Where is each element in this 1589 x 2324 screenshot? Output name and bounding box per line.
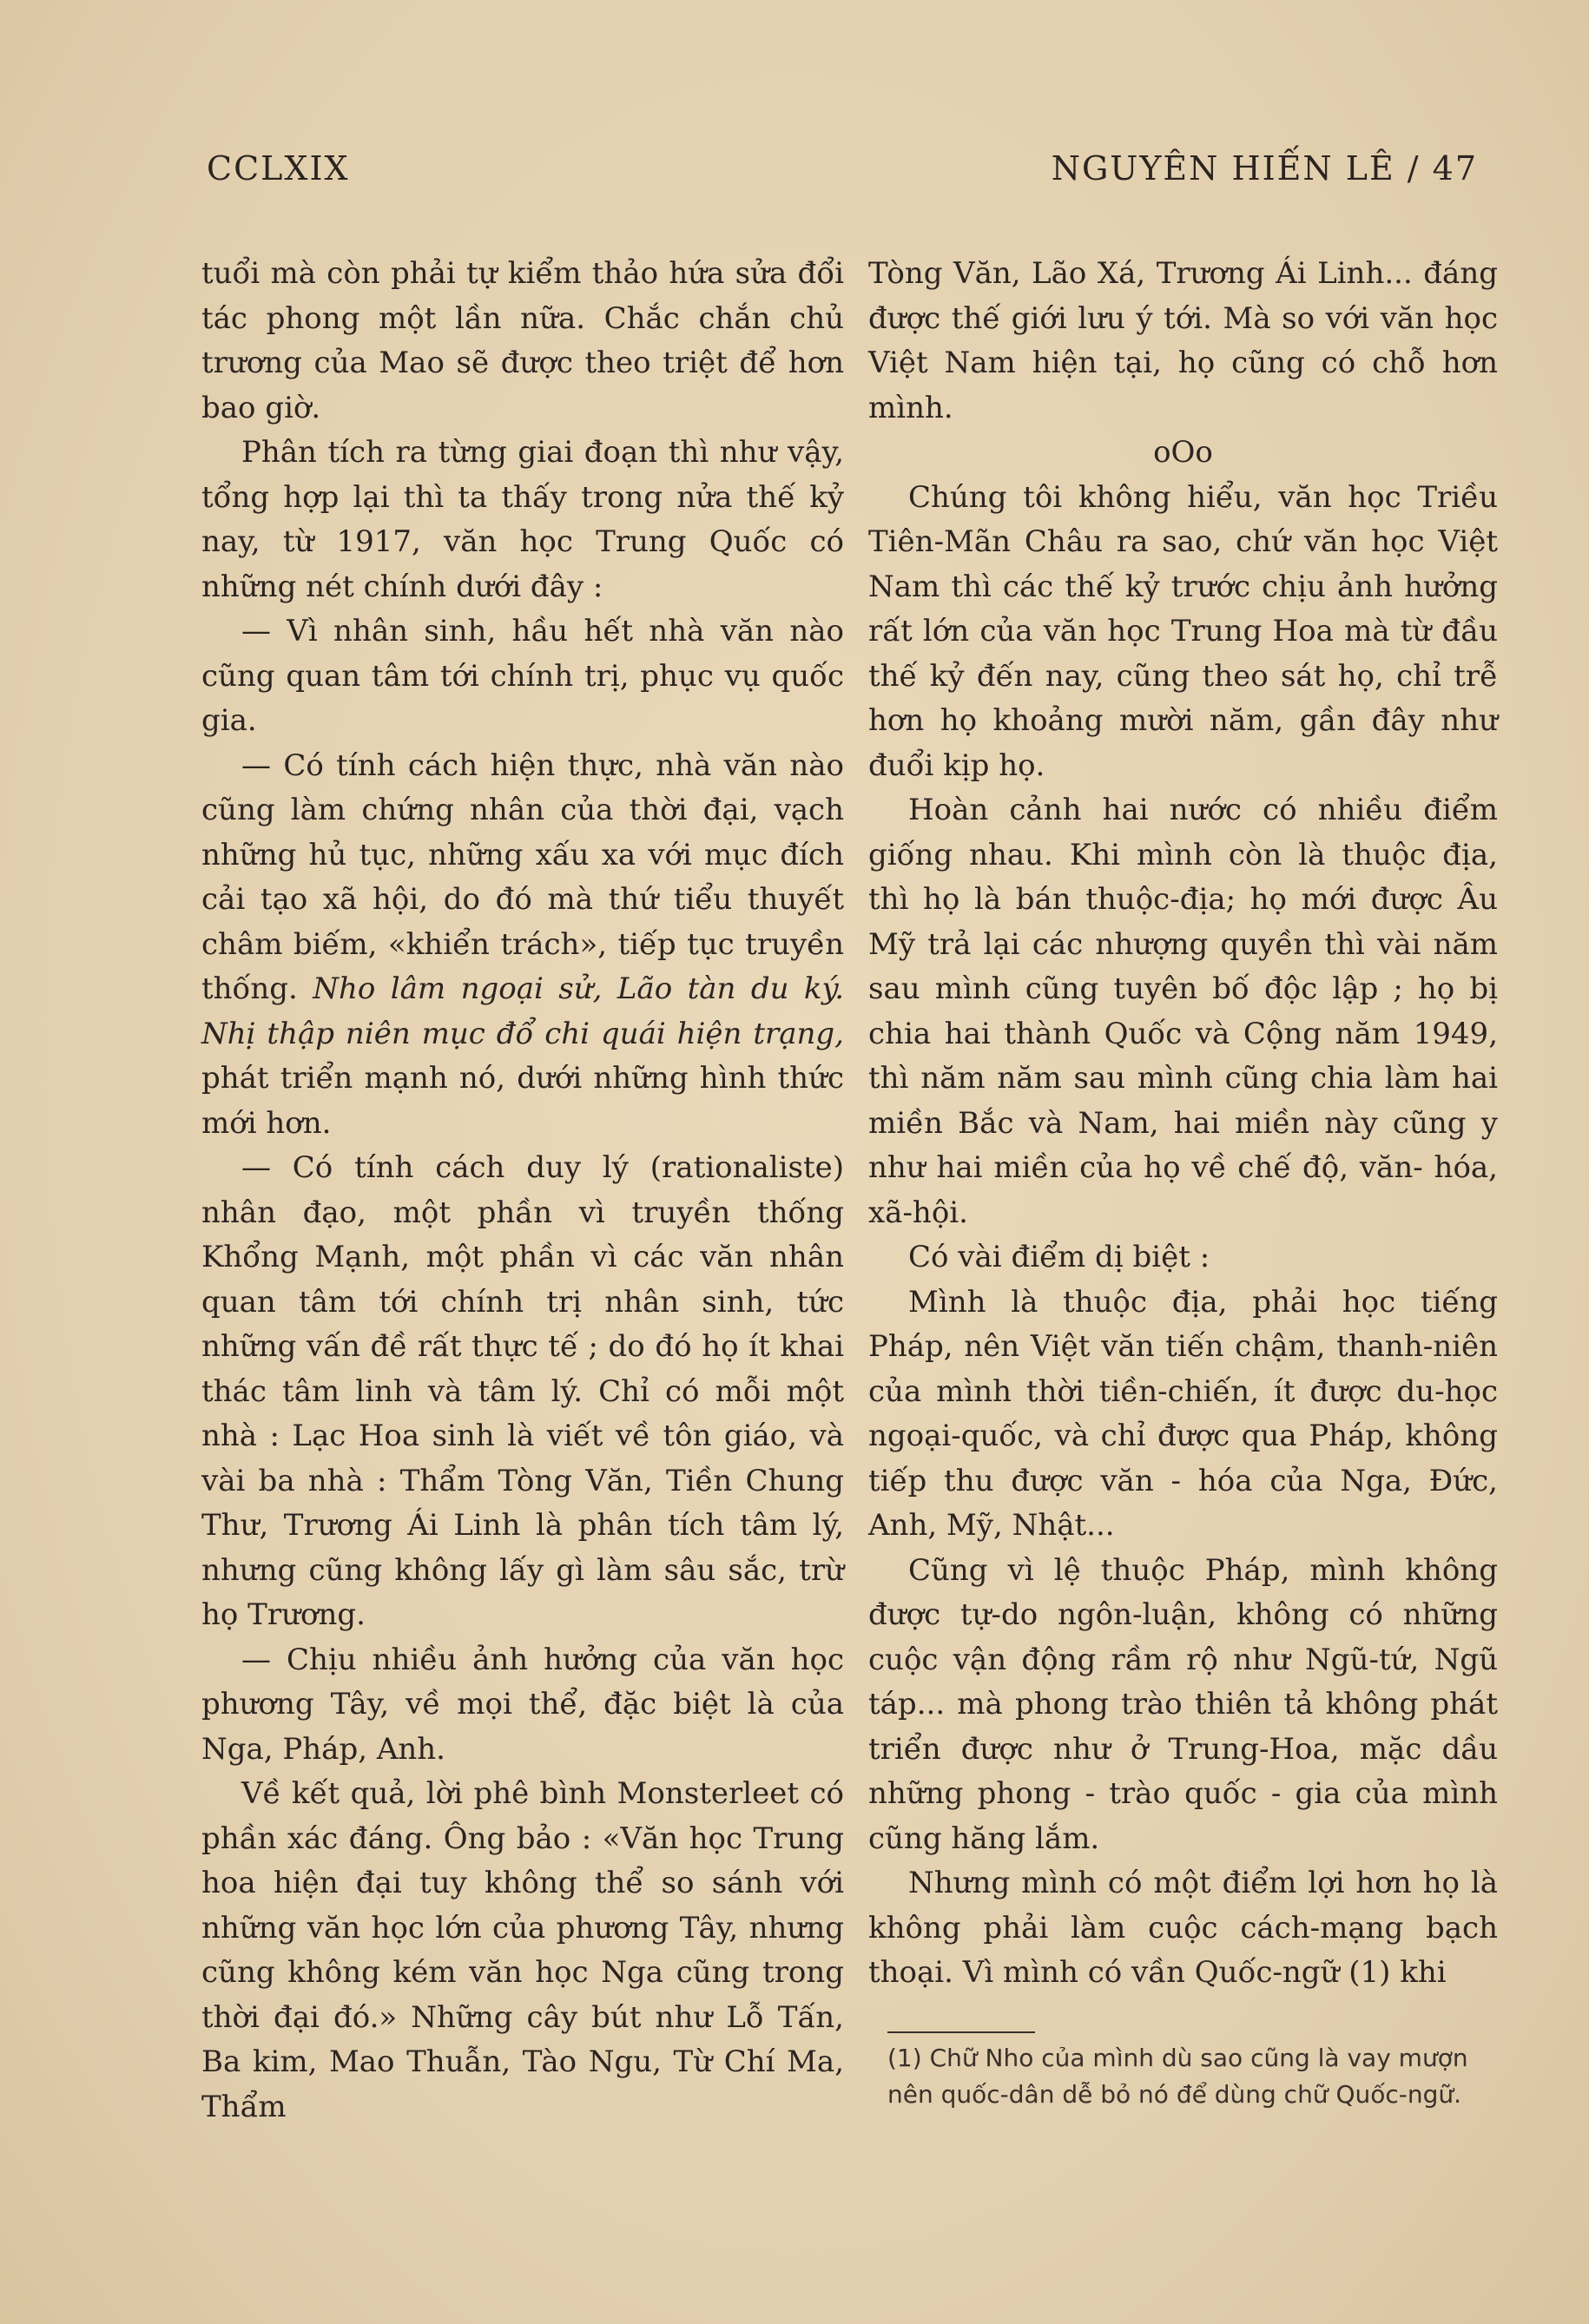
footnote	[887, 2040, 1500, 2113]
section-separator: oOo	[1153, 435, 1213, 470]
right-column	[868, 252, 1498, 1996]
paragraph: Tòng Văn, Lão Xá, Trương Ái Linh... đáng được thế giới lưu ý tới. Mà so với văn học Việt Nam hiện tại, họ cũng có chỗ hơn mình.	[868, 256, 1498, 425]
author-page-number: NGUYÊN HIẾN LÊ / 47	[1051, 149, 1478, 188]
left-column	[201, 252, 844, 2130]
paragraph: Chúng tôi không hiểu, văn học Triều Tiên-Mãn Châu ra sao, chứ văn học Việt Nam thì các thế kỷ trước chịu ảnh hưởng rất lớn của văn học Trung Hoa mà từ đầu thế kỷ đến nay, cũng theo sát họ, chỉ trễ hơn họ khoảng mười năm, gần đây như đuổi kịp họ.	[868, 479, 1498, 783]
paragraph: Cũng vì lệ thuộc Pháp, mình không được tự-do ngôn-luận, không có những cuộc vận động rầm rộ như Ngũ-tứ, Ngũ táp... mà phong trào thiên tả không phát triển được như ở Trung-Hoa, mặc dầu những phong - trào quốc - gia của mình cũng hăng lắm.	[868, 1552, 1498, 1856]
paragraph: Phân tích ra từng giai đoạn thì như vậy, tổng hợp lại thì ta thấy trong nửa thế kỷ nay, từ 1917, văn học Trung Quốc có những nét chính dưới đây :	[201, 435, 844, 604]
section-number: CCLXIX	[207, 149, 350, 188]
paragraph: Có vài điểm dị biệt :	[908, 1240, 1210, 1274]
paragraph: Hoàn cảnh hai nước có nhiều điểm giống nhau. Khi mình còn là thuộc địa, thì họ là bán thuộc-địa; họ mới được Âu Mỹ trả lại các nhượng quyền thì vài năm sau mình cũng tuyên bố độc lập ; họ bị chia hai thành Quốc và Cộng năm 1949, thì năm năm sau mình cũng chia làm hai miền Bắc và Nam, hai miền này cũng y như hai miền của họ về chế độ, văn- hóa, xã-hội.	[868, 793, 1498, 1230]
paragraph: tuổi mà còn phải tự kiểm thảo hứa sửa đổi tác phong một lần nữa. Chắc chắn chủ trương của Mao sẽ được theo triệt để hơn bao giờ.	[201, 256, 844, 425]
paragraph: Nhưng mình có một điểm lợi hơn họ là không phải làm cuộc cách-mạng bạch thoại. Vì mình có vần Quốc-ngữ (1) khi	[868, 1866, 1498, 1990]
page-header	[207, 149, 1478, 201]
italic-book-titles: Nho lâm ngoại sử, Lão tàn du ký. Nhị thập niên mục đổ chi quái hiện trạng,	[201, 971, 845, 1051]
paragraph	[201, 744, 844, 1147]
paragraph: — Chịu nhiều ảnh hưởng của văn học phương Tây, về mọi thể, đặc biệt là của Nga, Pháp, Anh.	[201, 1642, 844, 1767]
paragraph: Về kết quả, lời phê bình Monsterleet có phần xác đáng. Ông bảo : «Văn học Trung hoa hiện đại tuy không thể so sánh với những văn học lớn của phương Tây, nhưng cũng không kém văn học Nga cũng trong thời đại đó.» Những cây bút như Lỗ Tấn, Ba kim, Mao Thuẫn, Tào Ngu, Từ Chí Ma, Thẩm	[201, 1776, 844, 2124]
footnote-divider	[887, 2031, 1035, 2033]
paragraph-text: — Có tính cách hiện thực, nhà văn nào cũng làm chứng nhân của thời đại, vạch những hủ tục, những xấu xa với mục đích cải tạo xã hội, do đó mà thứ tiểu thuyết châm biếm, «khiển trách», tiếp tục truyền thống.	[201, 747, 844, 1006]
paragraph-text: phát triển mạnh nó, dưới những hình thức mới hơn.	[201, 1061, 844, 1141]
footnote-text: (1) Chữ Nho của mình dù sao cũng là vay mượn nên quốc-dân dễ bỏ nó để dùng chữ Quốc-ngữ.	[887, 2044, 1468, 2109]
paragraph: Mình là thuộc địa, phải học tiếng Pháp, nên Việt văn tiến chậm, thanh-niên của mình thời tiền-chiến, ít được du-học ngoại-quốc, và chỉ được qua Pháp, không tiếp thu được văn - hóa của Nga, Đức, Anh, Mỹ, Nhật...	[868, 1284, 1498, 1543]
paragraph: — Vì nhân sinh, hầu hết nhà văn nào cũng quan tâm tới chính trị, phục vụ quốc gia.	[201, 614, 844, 738]
paragraph: — Có tính cách duy lý (rationaliste) nhân đạo, một phần vì truyền thống Khổng Mạnh, một phần vì các văn nhân quan tâm tới chính trị nhân sinh, tức những vấn đề rất thực tế ; do đó họ ít khai thác tâm linh và tâm lý. Chỉ có mỗi một nhà : Lạc Hoa sinh là viết về tôn giáo, và vài ba nhà : Thẩm Tòng Văn, Tiền Chung Thư, Trương Ái Linh là phân tích tâm lý, nhưng cũng không lấy gì làm sâu sắc, trừ họ Trương.	[201, 1150, 844, 1632]
